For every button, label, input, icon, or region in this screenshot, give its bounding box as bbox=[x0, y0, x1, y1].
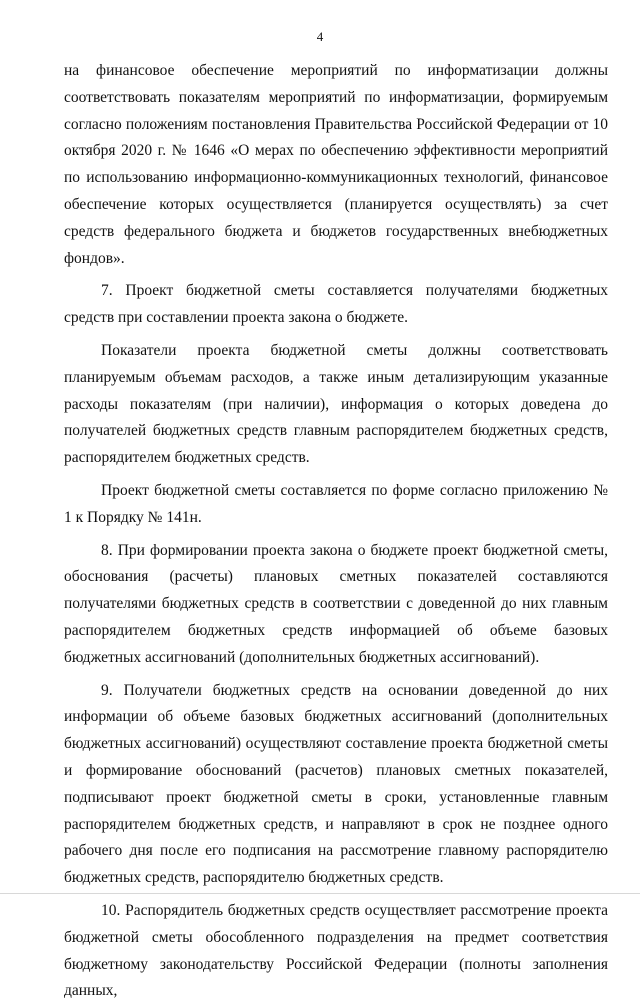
paragraph-item-7: 7. Проект бюджетной сметы составляется получателями бюджетных средств при составлении проекта закона о бюджете. bbox=[64, 282, 608, 327]
paragraph-item-8: 8. При формировании проекта закона о бюджете проект бюджетной сметы, обоснования (расчеты) плановых сметных показателей составляются получателями бюджетных средств в соответствии с доведенной до них главным распорядителем бюджетных средств информацией об объеме базовых бюджетных ассигнований (дополнительных бюджетных ассигнований). bbox=[64, 541, 608, 666]
page-bottom-edge bbox=[0, 893, 640, 894]
paragraph-continuation: на финансовое обеспечение мероприятий по информатизации должны соответствовать показателям мероприятий по информатизации, формируемым согласно положениям постановления Правительства Российской Федерации от 10 октября 2020 г. № 1646 «О мерах по обеспечению эффективности мероприятий по использованию информационно-коммуникационных технологий, финансовое обеспечение которых осуществляется (планируется осуществлять) за счет средств федерального бюджета и бюджетов государственных внебюджетных фондов». bbox=[64, 62, 608, 267]
paragraph-indicators: Показатели проекта бюджетной сметы должны соответствовать планируемым объемам расходов, а также иным детализирующим указанные расходы показателям (при наличии), информация о которых доведена до получателей бюджетных средств главным распорядителем бюджетных средств, распорядителем бюджетных средств. bbox=[64, 341, 608, 467]
page-number: 4 bbox=[316, 29, 324, 44]
paragraph-item-9: 9. Получатели бюджетных средств на основании доведенной до них информации об объеме базовых бюджетных ассигнований (дополнительных бюджетных ассигнований) осуществляют составление проекта бюджетной сметы и формирование обоснований (расчетов) плановых сметных показателей, подписывают проект бюджетной сметы в сроки, установленные главным распорядителем бюджетных средств, и направляют в срок не позднее одного рабочего дня после его подписания на рассмотрение главному распорядителю бюджетных средств, распорядителю бюджетных средств. bbox=[64, 681, 608, 887]
document-body bbox=[64, 58, 608, 1005]
paragraph-item-10: 10. Распорядитель бюджетных средств осуществляет рассмотрение проекта бюджетной сметы обособленного подразделения на предмет соответствия бюджетному законодательству Российской Федерации (полноты заполнения данных, bbox=[64, 901, 608, 1000]
paragraph-form-reference: Проект бюджетной сметы составляется по форме согласно приложению № 1 к Порядку № 141н. bbox=[64, 481, 608, 526]
